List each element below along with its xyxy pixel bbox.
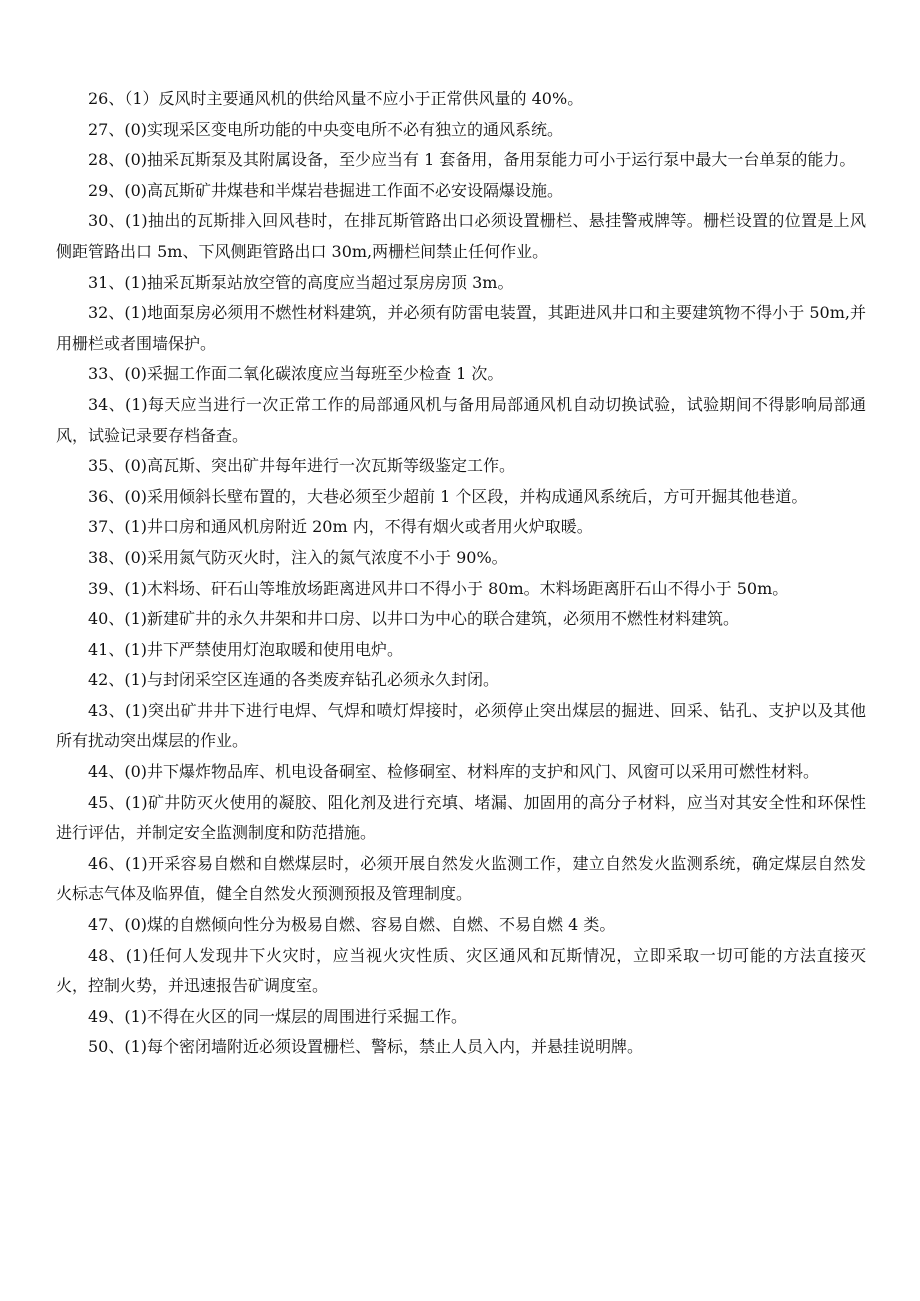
question-32: 32、(1)地面泵房必须用不燃性材料建筑，并必须有防雷电装置，其距进风井口和主要建筑物不得小于 50m,并用栅栏或者围墙保护。 [56, 303, 866, 353]
document-page [56, 84, 866, 1063]
question-28: 28、(0)抽采瓦斯泵及其附属设备，至少应当有 1 套备用，备用泵能力可小于运行泵中最大一台单泵的能力。 [88, 150, 856, 170]
question-35: 35、(0)高瓦斯、突出矿井每年进行一次瓦斯等级鉴定工作。 [88, 456, 516, 476]
question-34: 34、(1)每天应当进行一次正常工作的局部通风机与备用局部通风机自动切换试验，试验期间不得影响局部通风，试验记录要存档备查。 [56, 394, 866, 445]
question-50: 50、(1)每个密闭墙附近必须设置栅栏、警标，禁止人员入内，并悬挂说明牌。 [88, 1037, 644, 1057]
question-47: 47、(0)煤的自燃倾向性分为极易自燃、容易自燃、自燃、不易自燃 4 类。 [88, 915, 616, 935]
question-44: 44、(0)井下爆炸物品库、机电设备硐室、检修硐室、材料库的支护和风门、风窗可以采用可燃性材料。 [88, 762, 820, 782]
question-31: 31、(1)抽采瓦斯泵站放空管的高度应当超过泵房房顶 3m。 [88, 272, 514, 292]
question-45: 45、(1)矿井防灭火使用的凝胶、阻化剂及进行充填、堵漏、加固用的高分子材料，应当对其安全性和环保性进行评估，并制定安全监测制度和防范措施。 [56, 792, 866, 843]
question-42: 42、(1)与封闭采空区连通的各类废弃钻孔必须永久封闭。 [88, 670, 500, 690]
question-27: 27、(0)实现采区变电所功能的中央变电所不必有独立的通风系统。 [88, 119, 564, 139]
question-41: 41、(1)井下严禁使用灯泡取暖和使用电炉。 [88, 639, 404, 659]
question-36: 36、(0)采用倾斜长壁布置的，大巷必须至少超前 1 个区段，并构成通风系统后，方可开掘其他巷道。 [88, 486, 808, 506]
question-37: 37、(1)井口房和通风机房附近 20m 内，不得有烟火或者用火炉取暖。 [88, 517, 593, 537]
question-29: 29、(0)高瓦斯矿井煤巷和半煤岩巷掘进工作面不必安设隔爆设施。 [88, 180, 564, 200]
question-40: 40、(1)新建矿井的永久井架和井口房、以井口为中心的联合建筑，必须用不燃性材料建筑。 [88, 609, 740, 629]
question-33: 33、(0)采掘工作面二氧化碳浓度应当每班至少检查 1 次。 [88, 364, 504, 384]
question-38: 38、(0)采用氮气防灭火时，注入的氮气浓度不小于 90%。 [88, 547, 508, 567]
question-48: 48、(1)任何人发现井下火灾时，应当视火灾性质、灾区通风和瓦斯情况，立即采取一切可能的方法直接灭火，控制火势，并迅速报告矿调度室。 [56, 945, 866, 996]
question-46: 46、(1)开采容易自燃和自燃煤层时，必须开展自然发火监测工作，建立自然发火监测系统，确定煤层自然发火标志气体及临界值，健全自然发火预测预报及管理制度。 [56, 853, 866, 904]
question-39: 39、(1)木料场、矸石山等堆放场距离进风井口不得小于 80m。木料场距离肝石山不得小于 50m。 [88, 578, 789, 598]
question-26: 26、（1）反风时主要通风机的供给风量不应小于正常供风量的 40%。 [88, 89, 584, 108]
question-30: 30、(1)抽出的瓦斯排入回风巷时，在排瓦斯管路出口必须设置栅栏、悬挂警戒牌等。栅栏设置的位置是上风侧距管路出口 5m、下风侧距管路出口 30m,两栅栏间禁止任何作业。 [56, 211, 866, 261]
question-43: 43、(1)突出矿井井下进行电焊、气焊和喷灯焊接时，必须停止突出煤层的掘进、回采、钻孔、支护以及其他所有扰动突出煤层的作业。 [56, 700, 866, 751]
question-49: 49、(1)不得在火区的同一煤层的周围进行采掘工作。 [88, 1006, 468, 1026]
